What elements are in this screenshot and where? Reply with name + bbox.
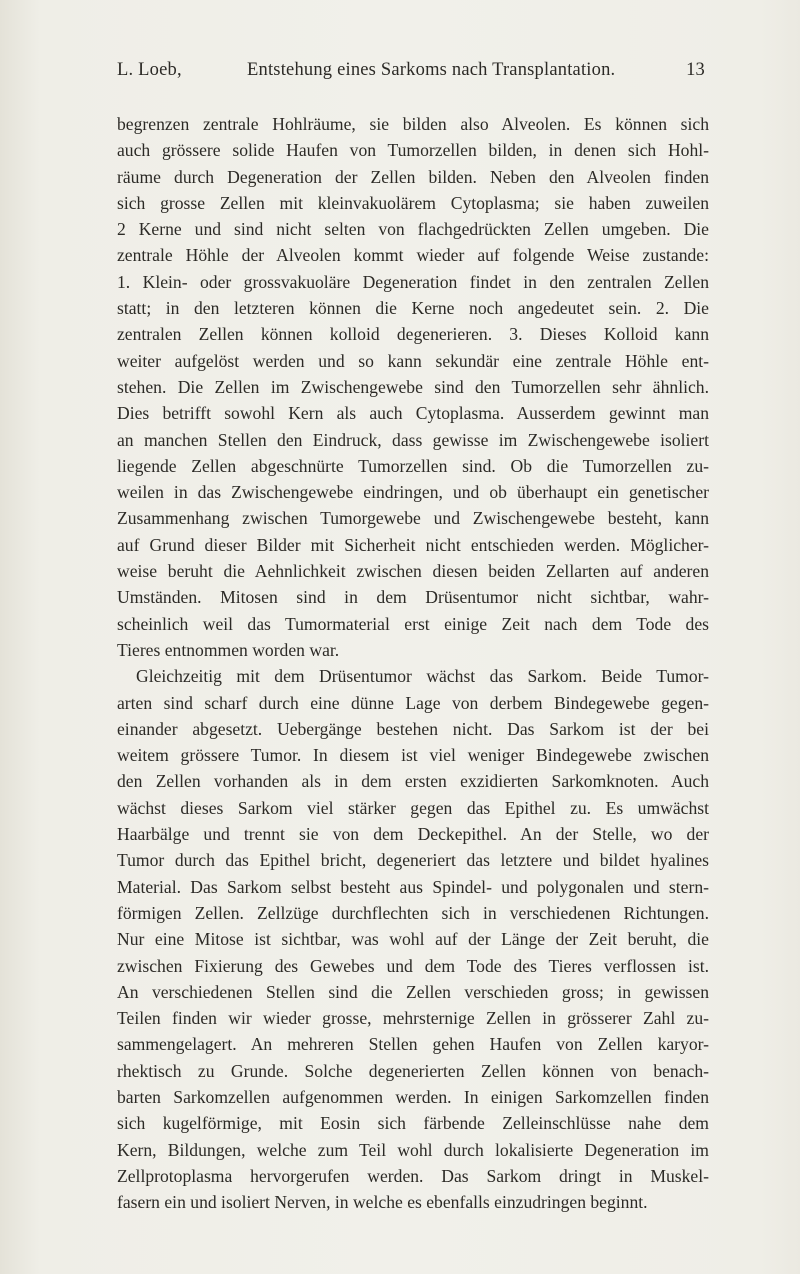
- text-line: Kern, Bildungen, welche zum Teil wohl durch lokalisierte Degeneration im: [117, 1139, 709, 1160]
- text-line: förmigen Zellen. Zellzüge durchflechten sich in verschiedenen Richtungen.: [117, 902, 709, 923]
- text-line: rhektisch zu Grunde. Solche degenerierten Zellen können von benach-: [117, 1060, 709, 1081]
- text-line: fasern ein und isoliert Nerven, in welche es ebenfalls einzudringen beginnt.: [117, 1192, 648, 1213]
- text-line: Teilen finden wir wieder grosse, mehrsternige Zellen in grösserer Zahl zu-: [117, 1008, 709, 1029]
- text-line: wächst dieses Sarkom viel stärker gegen das Epithel zu. Es umwächst: [117, 797, 709, 818]
- text-line: weiter aufgelöst werden und so kann sekundär eine zentrale Höhle ent-: [117, 350, 709, 371]
- header-author: L. Loeb,: [117, 60, 182, 80]
- text-line: weitem grössere Tumor. In diesem ist viel weniger Bindegewebe zwischen: [117, 745, 709, 766]
- text-line: auch grössere solide Haufen von Tumorzellen bilden, in denen sich Hohl-: [117, 140, 709, 161]
- text-line: Material. Das Sarkom selbst besteht aus Spindel- und polygonalen und stern-: [117, 876, 709, 897]
- text-line: Umständen. Mitosen sind in dem Drüsentumor nicht sichtbar, wahr-: [117, 587, 709, 608]
- running-head: [117, 60, 705, 88]
- text-line: räume durch Degeneration der Zellen bilden. Neben den Alveolen finden: [117, 166, 709, 187]
- header-title: Entstehung eines Sarkoms nach Transplantation.: [247, 60, 616, 80]
- text-line: liegende Zellen abgeschnürte Tumorzellen sind. Ob die Tumorzellen zu-: [117, 455, 709, 476]
- text-line: Dies betrifft sowohl Kern als auch Cytoplasma. Ausserdem gewinnt man: [117, 403, 709, 424]
- text-line: an manchen Stellen den Eindruck, dass gewisse im Zwischengewebe isoliert: [117, 429, 709, 450]
- page-number: 13: [686, 60, 705, 80]
- text-line: Zellprotoplasma hervorgerufen werden. Das Sarkom dringt in Muskel-: [117, 1165, 709, 1186]
- text-line: statt; in den letzteren können die Kerne noch angedeutet sein. 2. Die: [117, 298, 709, 319]
- text-line: zentralen Zellen können kolloid degenerieren. 3. Dieses Kolloid kann: [117, 324, 709, 345]
- text-line: 2 Kerne und sind nicht selten von flachgedrückten Zellen umgeben. Die: [117, 219, 709, 240]
- text-line: An verschiedenen Stellen sind die Zellen verschieden gross; in gewissen: [117, 981, 709, 1002]
- text-line: sich kugelförmige, mit Eosin sich färbende Zelleinschlüsse nahe dem: [117, 1113, 709, 1134]
- text-line: begrenzen zentrale Hohlräume, sie bilden also Alveolen. Es können sich: [117, 114, 709, 134]
- text-line: Gleichzeitig mit dem Drüsentumor wächst das Sarkom. Beide Tumor-: [136, 666, 709, 687]
- text-line: sich grosse Zellen mit kleinvakuolärem Cytoplasma; sie haben zuweilen: [117, 192, 709, 213]
- text-line: zentrale Höhle der Alveolen kommt wieder auf folgende Weise zustande:: [117, 245, 709, 266]
- text-line: barten Sarkomzellen aufgenommen werden. In einigen Sarkomzellen finden: [117, 1086, 709, 1107]
- text-line: auf Grund dieser Bilder mit Sicherheit nicht entschieden werden. Möglicher-: [117, 534, 709, 555]
- text-line: zwischen Fixierung des Gewebes und dem Tode des Tieres verflossen ist.: [117, 955, 709, 976]
- body-text: [117, 111, 709, 1215]
- text-line: Tieres entnommen worden war.: [117, 639, 340, 660]
- text-line: scheinlich weil das Tumormaterial erst einige Zeit nach dem Tode des: [117, 613, 709, 634]
- text-line: 1. Klein- oder grossvakuoläre Degeneration findet in den zentralen Zellen: [117, 271, 709, 292]
- text-line: arten sind scharf durch eine dünne Lage von derbem Bindegewebe gegen-: [117, 692, 709, 713]
- text-line: einander abgesetzt. Uebergänge bestehen nicht. Das Sarkom ist der bei: [117, 718, 709, 739]
- text-line: weilen in das Zwischengewebe eindringen, und ob überhaupt ein genetischer: [117, 482, 709, 503]
- text-line: Nur eine Mitose ist sichtbar, was wohl auf der Länge der Zeit beruht, die: [117, 929, 709, 950]
- text-line: sammengelagert. An mehreren Stellen gehen Haufen von Zellen karyor-: [117, 1034, 709, 1055]
- text-line: Haarbälge und trennt sie von dem Deckepithel. An der Stelle, wo der: [117, 824, 709, 845]
- text-line: weise beruht die Aehnlichkeit zwischen diesen beiden Zellarten auf anderen: [117, 561, 709, 582]
- text-line: den Zellen vorhanden als in dem ersten exzidierten Sarkomknoten. Auch: [117, 771, 709, 792]
- text-line: stehen. Die Zellen im Zwischengewebe sind den Tumorzellen sehr ähnlich.: [117, 376, 709, 397]
- text-line: Zusammenhang zwischen Tumorgewebe und Zwischengewebe besteht, kann: [117, 508, 709, 529]
- text-line: Tumor durch das Epithel bricht, degeneriert das letztere und bildet hyalines: [117, 850, 709, 871]
